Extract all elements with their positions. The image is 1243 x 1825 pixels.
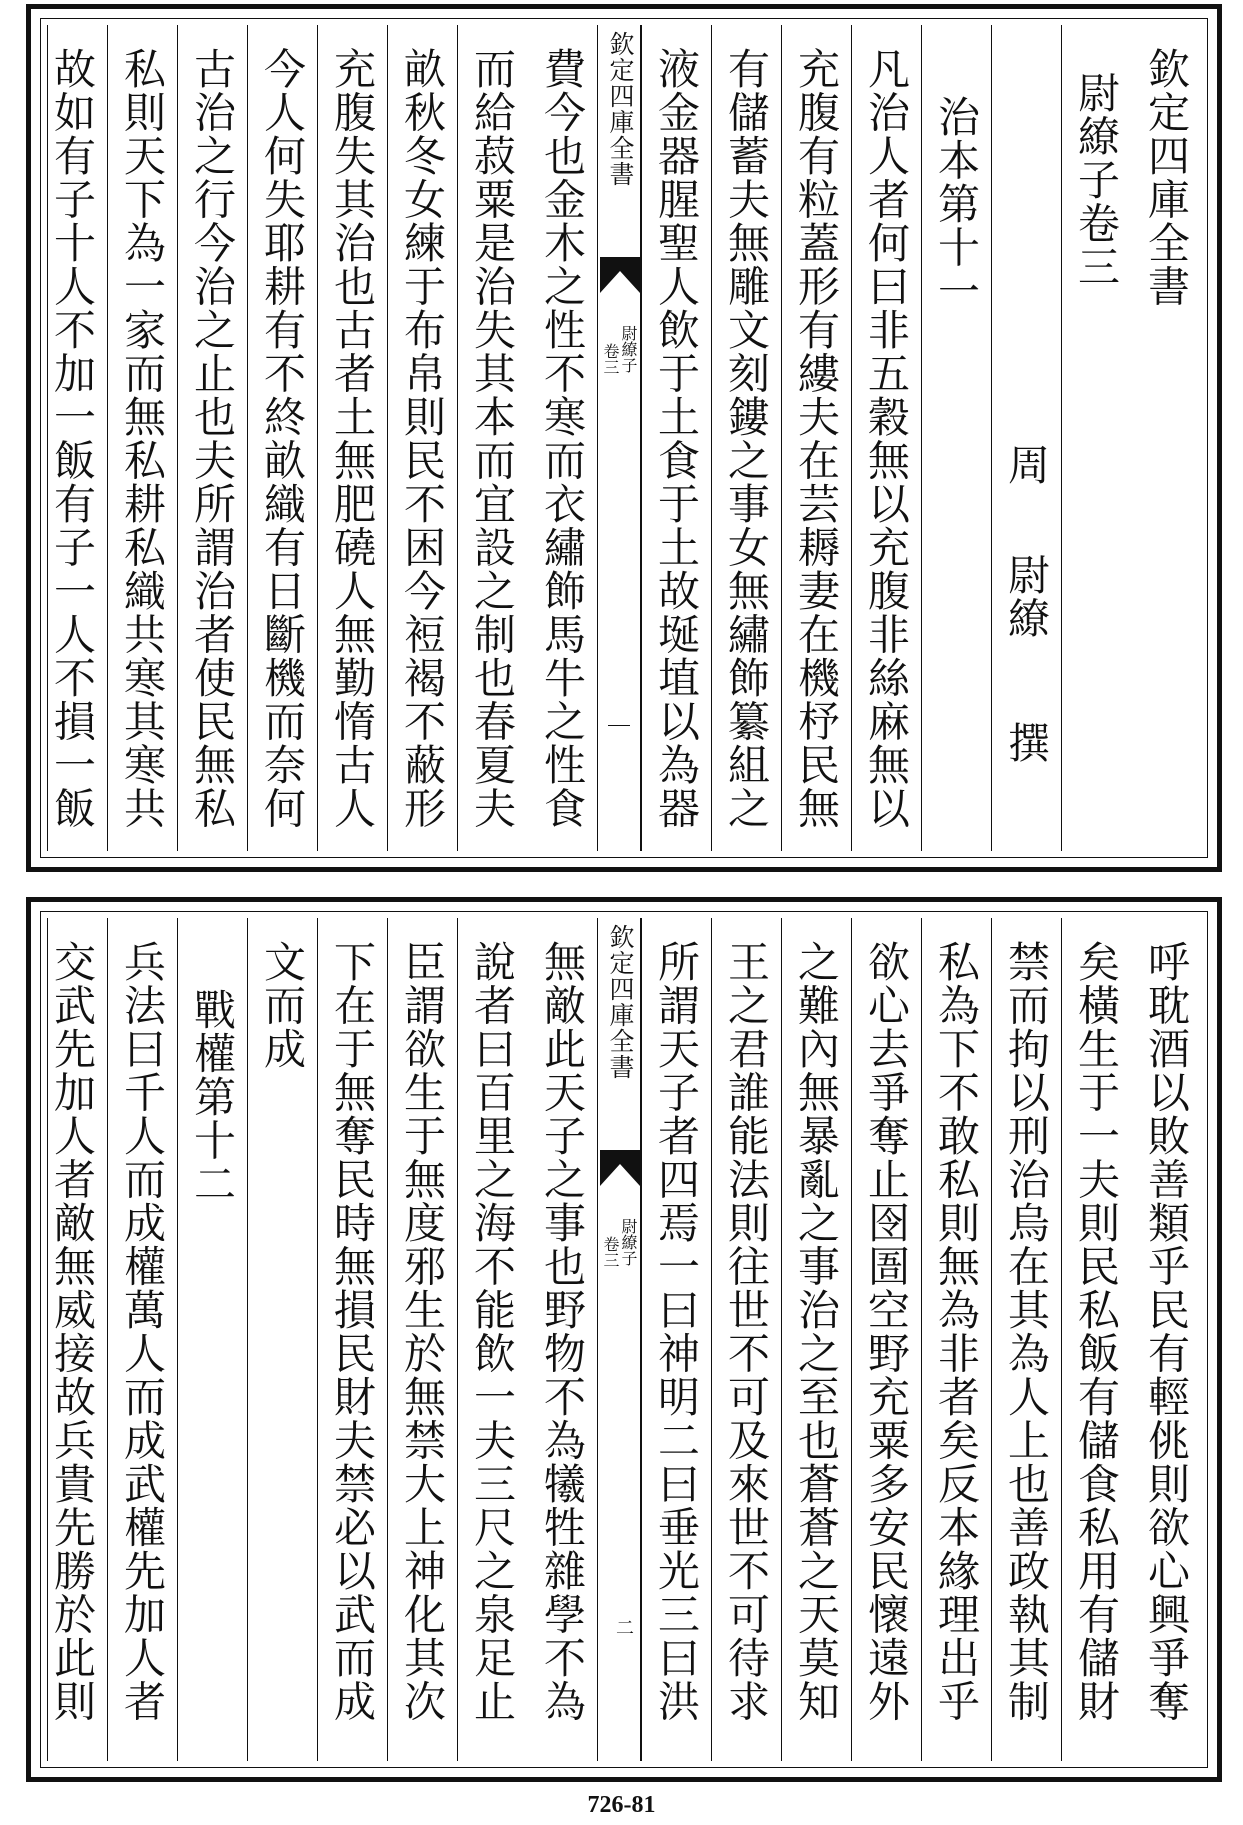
author-dynasty: 周 <box>1002 443 1051 487</box>
page-top <box>26 4 1222 872</box>
text-line: 液金器腥聖人飲于土食于土故埏埴以為器 <box>652 47 701 830</box>
text-line: 私則天下為一家而無私耕私織共寒其寒共 <box>118 47 167 830</box>
text-column <box>711 25 781 851</box>
fish-tail-icon <box>600 1150 640 1186</box>
text-column <box>991 918 1061 1761</box>
text-line: 文而成 <box>258 940 307 1071</box>
text-column <box>1131 918 1201 1761</box>
text-line: 臣謂欲生于無度邪生於無禁大上神化其次 <box>398 940 447 1723</box>
fold-header: 欽定四庫全書 <box>606 924 635 1080</box>
text-column <box>641 25 711 851</box>
text-column <box>387 25 457 851</box>
text-line: 古治之行今治之止也夫所謂治者使民無私 <box>188 47 237 830</box>
fold-header: 欽定四庫全書 <box>606 31 635 187</box>
text-line: 凡治人者何曰非五穀無以充腹非絲麻無以 <box>862 47 911 830</box>
text-line: 今人何失耶耕有不終畝織有日斷機而奈何 <box>258 47 307 830</box>
text-column <box>247 918 317 1761</box>
fold-volume: 卷三 <box>601 1236 620 1268</box>
text-column <box>107 918 177 1761</box>
text-column <box>387 918 457 1761</box>
fold-divider <box>608 725 630 726</box>
text-line: 無敵此天子之事也野物不為犧牲雜學不為 <box>538 940 587 1723</box>
text-column <box>47 918 107 1761</box>
text-line: 呼耽酒以敗善類乎民有輕佻則欲心興爭奪 <box>1142 940 1191 1723</box>
text-column <box>527 25 597 851</box>
text-line: 充腹失其治也古者土無肥磽人無勤惰古人 <box>328 47 377 830</box>
text-line: 欲心去爭奪止囹圄空野充粟多安民懷遠外 <box>862 940 911 1723</box>
text-line: 費今也金木之性不寒而衣繡飾馬牛之性食 <box>538 47 587 830</box>
text-line: 私為下不敢私則無為非者矣反本緣理出乎 <box>932 940 981 1723</box>
text-column <box>781 918 851 1761</box>
header-column <box>1131 25 1201 851</box>
text-column <box>527 918 597 1761</box>
author-name: 尉繚 <box>1002 553 1051 640</box>
text-line: 充腹有粒蓋形有縷夫在芸耨妻在機杼民無 <box>792 47 841 830</box>
text-column <box>641 918 711 1761</box>
text-column <box>47 25 107 851</box>
fold-page-number: 二 <box>613 1618 634 1636</box>
text-line: 故如有子十人不加一飯有子一人不損一飯 <box>48 47 97 830</box>
text-column <box>711 918 781 1761</box>
fold-title: 尉繚子 <box>619 325 638 373</box>
text-column <box>107 25 177 851</box>
chapter-title-column <box>177 918 247 1761</box>
text-column <box>317 918 387 1761</box>
center-fold <box>597 918 641 1761</box>
chapter-title-column <box>921 25 991 851</box>
text-line: 禁而拘以刑治烏在其為人上也善政執其制 <box>1002 940 1051 1723</box>
text-column <box>457 25 527 851</box>
book-title: 尉繚子卷三 <box>1072 71 1121 289</box>
text-column <box>177 25 247 851</box>
fish-tail-icon <box>600 257 640 293</box>
text-line: 王之君誰能法則往世不可及來世不可待求 <box>722 940 771 1723</box>
text-line: 兵法曰千人而成權萬人而成武權先加人者 <box>118 940 167 1723</box>
text-line: 說者曰百里之海不能飲一夫三尺之泉足止 <box>468 940 517 1723</box>
text-column <box>851 25 921 851</box>
author-role: 撰 <box>1002 721 1051 765</box>
fold-volume: 卷三 <box>601 343 620 375</box>
chapter-title: 治本第十一 <box>932 95 981 313</box>
text-column <box>457 918 527 1761</box>
text-line: 畝秋冬女練于布帛則民不困今裋褐不蔽形 <box>398 47 447 830</box>
page-header: 欽定四庫全書 <box>1142 47 1191 308</box>
text-column <box>1061 918 1131 1761</box>
text-line: 交武先加人者敵無威接故兵貴先勝於此則 <box>48 940 97 1723</box>
text-line: 所謂天子者四焉一曰神明二曰垂光三曰洪 <box>652 940 701 1723</box>
text-column <box>851 918 921 1761</box>
text-column <box>921 918 991 1761</box>
text-column <box>317 25 387 851</box>
text-column <box>781 25 851 851</box>
book-title-column <box>1061 25 1131 851</box>
chapter-title: 戰權第十二 <box>188 988 237 1206</box>
center-fold <box>597 25 641 851</box>
text-line: 矣橫生于一夫則民私飯有儲食私用有儲財 <box>1072 940 1121 1723</box>
author-column <box>991 25 1061 851</box>
text-line: 下在于無奪民時無損民財夫禁必以武而成 <box>328 940 377 1723</box>
text-line: 之難內無暴亂之事治之至也蒼蒼之天莫知 <box>792 940 841 1723</box>
page-bottom <box>26 897 1222 1782</box>
page-footer-number: 726-81 <box>587 1792 656 1818</box>
text-column <box>247 25 317 851</box>
text-line: 而給菽粟是治失其本而宜設之制也春夏夫 <box>468 47 517 830</box>
text-line: 有儲蓄夫無雕文刻鏤之事女無繡飾纂組之 <box>722 47 771 830</box>
fold-title: 尉繚子 <box>619 1218 638 1266</box>
